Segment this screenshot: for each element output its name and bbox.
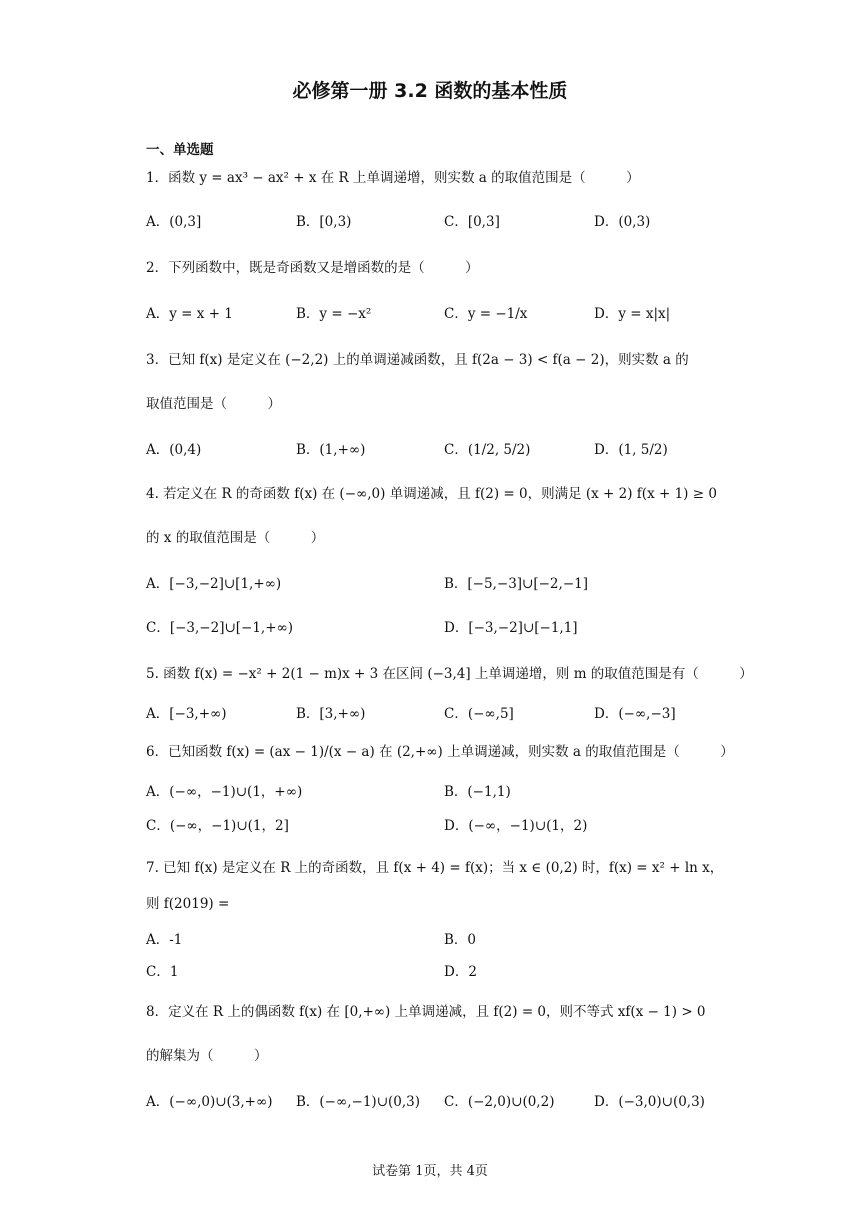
question-8-stem: 8．定义在 R 上的偶函数 f(x) 在 [0,+∞) 上单调递减，且 f(2) = 0，则不等式 xf(x − 1) > 0 xyxy=(146,1004,706,1020)
question-2-stem: 2．下列函数中，既是奇函数又是增函数的是（ ） xyxy=(146,260,479,276)
question-8-option-a: A．(−∞,0)∪(3,+∞) xyxy=(146,1094,273,1110)
question-6-stem: 6．已知函数 f(x) = (ax − 1)/(x − a) 在 (2,+∞) 上单调递减，则实数 a 的取值范围是（ ） xyxy=(146,744,734,760)
question-1-option-d: D．(0,3) xyxy=(594,214,651,230)
question-8-option-c: C．(−2,0)∪(0,2) xyxy=(444,1094,555,1110)
question-5-option-c: C．(−∞,5] xyxy=(444,706,514,722)
question-2-option-a: A．y = x + 1 xyxy=(146,306,233,322)
question-4-option-d: D．[−3,−2]∪[−1,1] xyxy=(444,620,578,636)
question-6-option-b: B．(−1,1) xyxy=(444,784,511,800)
question-1-stem: 1．函数 y = ax³ − ax² + x 在 R 上单调递增，则实数 a 的取值范围是（ ） xyxy=(146,170,640,186)
question-3-option-b: B．(1,+∞) xyxy=(296,442,366,458)
question-4-stem: 4. 若定义在 R 的奇函数 f(x) 在 (−∞,0) 单调递减，且 f(2) = 0，则满足 (x + 2) f(x + 1) ≥ 0 xyxy=(146,486,717,502)
question-5-option-a: A．[−3,+∞) xyxy=(146,706,227,722)
question-7-option-c: C．1 xyxy=(146,964,179,980)
question-2-option-d: D．y = x|x| xyxy=(594,306,671,322)
question-5-option-d: D．(−∞,−3] xyxy=(594,706,676,722)
question-2-option-c: C．y = −1/x xyxy=(444,306,528,322)
question-4-option-a: A．[−3,−2]∪[1,+∞) xyxy=(146,576,282,592)
question-4-option-b: B．[−5,−3]∪[−2,−1] xyxy=(444,576,588,592)
question-6-option-c: C．(−∞，−1)∪(1，2] xyxy=(146,818,289,834)
page-footer: 试卷第 1页，共 4页 xyxy=(372,1164,488,1179)
question-3-stem: 3．已知 f(x) 是定义在 (−2,2) 上的单调递减函数，且 f(2a − 3) < f(a − 2)，则实数 a 的 xyxy=(146,352,689,368)
question-4-option-c: C．[−3,−2]∪[−1,+∞) xyxy=(146,620,294,636)
question-1-option-b: B．[0,3) xyxy=(296,214,352,230)
question-7-stem-cont: 则 f(2019) = xyxy=(146,896,230,912)
question-5-stem: 5. 函数 f(x) = −x² + 2(1 − m)x + 3 在区间 (−3,4] 上单调递增，则 m 的取值范围是有（ ） xyxy=(146,666,753,682)
page-title: 必修第一册 3.2 函数的基本性质 xyxy=(292,80,568,102)
question-2-option-b: B．y = −x² xyxy=(296,306,372,322)
question-4-stem-cont: 的 x 的取值范围是（ ） xyxy=(146,530,325,546)
section-heading: 一、单选题 xyxy=(146,142,214,158)
question-6-option-d: D．(−∞，−1)∪(1，2) xyxy=(444,818,588,834)
question-7-option-a: A．-1 xyxy=(146,932,183,948)
question-3-option-d: D．(1, 5/2) xyxy=(594,442,668,458)
question-3-option-a: A．(0,4) xyxy=(146,442,202,458)
question-7-stem: 7. 已知 f(x) 是定义在 R 上的奇函数，且 f(x + 4) = f(x)；当 x ∈ (0,2) 时，f(x) = x² + ln x， xyxy=(146,860,724,876)
question-7-option-d: D．2 xyxy=(444,964,477,980)
question-8-stem-cont: 的解集为（ ） xyxy=(146,1048,268,1064)
question-6-option-a: A．(−∞，−1)∪(1，+∞) xyxy=(146,784,303,800)
question-3-stem-cont: 取值范围是（ ） xyxy=(146,396,281,412)
question-7-option-b: B．0 xyxy=(444,932,477,948)
question-5-option-b: B．[3,+∞) xyxy=(296,706,366,722)
question-1-option-c: C．[0,3] xyxy=(444,214,500,230)
question-8-option-d: D．(−3,0)∪(0,3) xyxy=(594,1094,705,1110)
question-3-option-c: C．(1/2, 5/2) xyxy=(444,442,531,458)
question-8-option-b: B．(−∞,−1)∪(0,3) xyxy=(296,1094,421,1110)
question-1-option-a: A．(0,3] xyxy=(146,214,202,230)
